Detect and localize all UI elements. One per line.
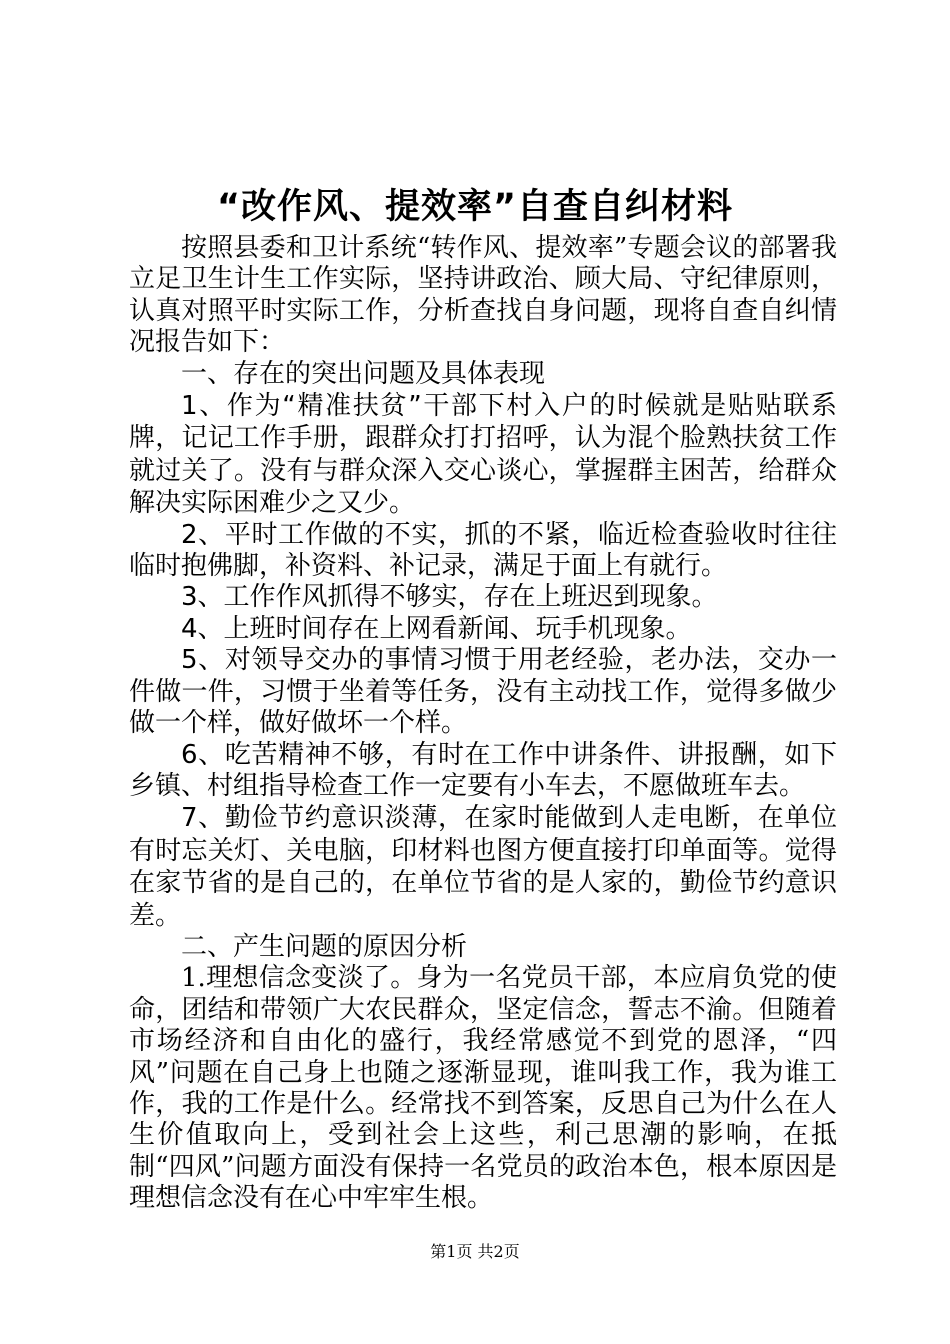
cause-item-1: 1.理想信念变淡了。身为一名党员干部，本应肩负党的使命，团结和带领广大农民群众，坚定信念，誓志不渝。但随着市场经济和自由化的盛行，我经常感觉不到党的恩泽，“四风”问题在自己身上也随之逐渐显现，谁叫我工作，我为谁工作，我的工作是什么。经常找不到答案，反思自己为什么在人生价值取向上，受到社会上这些，利己思潮的影响，在抵制“四风”问题方面没有保持一名党员的政治本色，根本原因是理想信念没有在心中牢牢生根。 — [129, 963, 837, 1214]
section-heading-causes: 二、产生问题的原因分析 — [181, 931, 468, 962]
problem-item-6: 6、吃苦精神不够，有时在工作中讲条件、讲报酬，如下乡镇、村组指导检查工作一定要有小车去，不愿做班车去。 — [129, 739, 837, 801]
problem-item-1-main: 1、作为“精准扶贫”干部下村入户的时候就是贴贴联系牌，记记工作手册，跟群众打打招呼，认为混个脸熟扶贫工作就过关了。 — [129, 391, 837, 486]
document-title: “改作风、提效率”自查自纠材料 — [216, 187, 733, 227]
problem-item-5: 5、对领导交办的事情习惯于用老经验，老办法，交办一件做一件，习惯于坐着等任务，没有主动找工作，觉得多做少做一个样，做好做坏一个样。 — [129, 645, 837, 739]
document-body — [129, 233, 837, 1215]
problem-item-7 — [129, 802, 837, 932]
problem-item-3: 3、工作作风抓得不够实，存在上班迟到现象。 — [181, 582, 718, 613]
problem-item-2: 2、平时工作做的不实，抓的不紧，临近检查验收时往往临时抱佛脚，补资料、补记录，满足于面上有就行。 — [129, 519, 837, 582]
problem-item-4: 4、上班时间存在上网看新闻、玩手机现象。 — [181, 613, 692, 644]
page-footer: 第1页 共2页 — [430, 1242, 520, 1261]
problem-item-1-detail: 没有与群众深入交心谈心，掌握群主困苦，给群众解决实际困难少之又少。 — [129, 455, 837, 519]
problem-item-7-main: 7、勤俭节约意识淡薄，在家时能做到人走电断，在单位有时忘关灯、关电脑，印材料也图方便直接打印单面等。 — [129, 803, 837, 866]
problem-item-7-detail: 觉得在家节省的是自己的，在单位节省的是人家的，勤俭节约意识差。 — [129, 835, 837, 931]
problem-item-1 — [129, 390, 837, 520]
intro-paragraph: 按照县委和卫计系统“转作风、提效率”专题会议的部署我立足卫生计生工作实际，坚持讲政治、顾大局、守纪律原则，认真对照平时实际工作，分析查找自身问题，现将自查自纠情况报告如下： — [129, 233, 837, 358]
section-heading-problems: 一、存在的突出问题及具体表现 — [181, 358, 546, 389]
